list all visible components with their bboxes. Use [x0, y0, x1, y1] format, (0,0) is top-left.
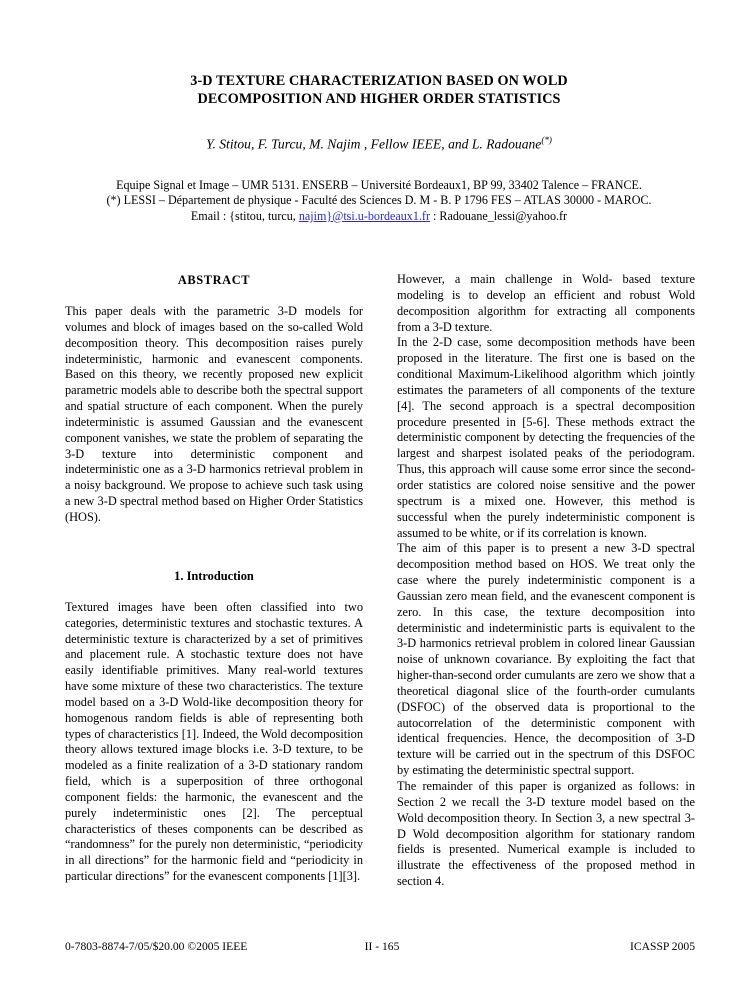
heading-spacer [65, 584, 363, 600]
right-paragraph-4: The remainder of this paper is organized as follows: in Section 2 we recall the 3-D texture model based on the Wold decomposition theory. In Section 3, a new spectral 3-D Wold decomposition algorithm for stationary random fields is presented. Numerical example is included to illustrate the effectiveness of the proposed method in section 4. [397, 779, 695, 889]
right-paragraph-3: The aim of this paper is to present a new 3-D spectral decomposition method based on HOS. We treat only the case where the purely indeterministic component is a Gaussian zero mean field, and the evanescent component is zero. In this case, the texture decomposition into deterministic and indeterministic parts is equivalent to the 3-D harmonics retrieval problem in colored linear Gaussian noise of unknown covariance. By exploiting the fact that higher-than-second order cumulants are zero we show that a theoretical diagonal slice of the fourth-order cumulants (DSFOC) of the observed data is proportional to the autocorrelation of the deterministic component with identical frequencies. Hence, the decomposition of 3-D texture will be carried out in the spectrum of this DSFOC by estimating the deterministic spectral support. [397, 541, 695, 778]
footer-page-number: II - 165 [364, 940, 400, 953]
right-paragraph-2: In the 2-D case, some decomposition methods have been proposed in the literature. The first one is based on the conditional Maximum-Likelihood algorithm which jointly estimates the parameters of all components of the texture [4]. The second approach is a spectral decomposition procedure presented in [5-6]. These methods extract the deterministic component by detecting the frequencies of the largest and sharpest isolated peaks of the periodogram. Thus, this approach will cause some error since the second-order statistics are colored noise sensitive and the power spectrum is a mixed one. However, this method is successful when the purely indeterministic component is assumed to be white, or if its correlation is known. [397, 335, 695, 540]
author-affiliation-marker: (*) [541, 135, 552, 145]
affiliation-block [65, 178, 693, 225]
abstract-paragraph: This paper deals with the parametric 3-D models for volumes and block of images based on the so-called Wold decomposition theory. This decomposition raises purely indeterministic, harmonic and evanescent components. Based on this theory, we recently proposed new explicit parametric models able to describe both the spectral support and spatial structure of each component. When the purely indeterministic is assumed Gaussian and the evanescent component vanishes, we state the problem of separating the 3-D texture into deterministic component and indeterministic one as a 3-D harmonics retrieval problem in a noisy background. We propose to achieve such task using a new 3-D spectral method based on Higher Order Statistics (HOS). [65, 304, 363, 524]
email-hyperlink[interactable]: najim}@tsi.u-bordeaux1.fr [298, 208, 430, 223]
introduction-paragraph: Textured images have been often classified into two categories, deterministic textures and stochastic textures. A deterministic texture is characterized by a set of primitives and placement rule. A stochastic texture does not have easily identifiable primitives. Many real-world textures have some mixture of these two characteristics. The texture model based on a 3-D Wold-like decomposition theory for homogenous random fields is able of representing both types of characteristics [1]. Indeed, the Wold decomposition theory allows textured image blocks i.e. 3-D texture, to be modeled as a finite realization of a 3-D stationary random field, which is a superposition of three orthogonal component fields: the harmonic, the evanescent and the purely indeterministic ones [2]. The perceptual characteristics of theses components can be described as “randomness” for the purely non deterministic, “periodicity in all directions” for the harmonic field and “periodicity in particular directions” for the evanescent components [1][3]. [65, 599, 363, 884]
email-line [65, 209, 693, 225]
right-column [397, 272, 695, 890]
title-line-1: 3-D TEXTURE CHARACTERIZATION BASED ON WOLD [190, 73, 568, 89]
page-title [144, 72, 614, 108]
author-list [65, 132, 693, 153]
paper-header [65, 72, 693, 224]
introduction-heading: 1. Introduction [174, 568, 254, 583]
title-line-2: DECOMPOSITION AND HIGHER ORDER STATISTICS [197, 91, 561, 107]
affiliation-line-2: (*) LESSI – Département de physique - Faculté des Sciences D. M - B. P 1796 FES – ATLAS 30000 - MAROC. [106, 193, 652, 208]
email-prefix: Email : {stitou, turcu, [190, 208, 299, 223]
email-suffix: : Radouane_lessi@yahoo.fr [429, 208, 568, 223]
footer-isbn: 0-7803-8874-7/05/$20.00 ©2005 IEEE [65, 940, 248, 953]
footer-conference: ICASSP 2005 [630, 940, 695, 953]
abstract-heading: ABSTRACT [177, 273, 251, 287]
body-columns [65, 272, 695, 892]
section-spacer [65, 526, 363, 568]
left-column [65, 272, 363, 885]
author-names: Y. Stitou, F. Turcu, M. Najim , Fellow IEEE, and L. Radouane [206, 136, 542, 152]
right-paragraph-1: However, a main challenge in Wold- based texture modeling is to develop an efficient and robust Wold decomposition algorithm for extracting all components from a 3-D texture. [397, 272, 695, 334]
affiliation-line-1: Equipe Signal et Image – UMR 5131. ENSERB – Université Bordeaux1, BP 99, 33402 Talence – FRANCE. [116, 177, 642, 192]
